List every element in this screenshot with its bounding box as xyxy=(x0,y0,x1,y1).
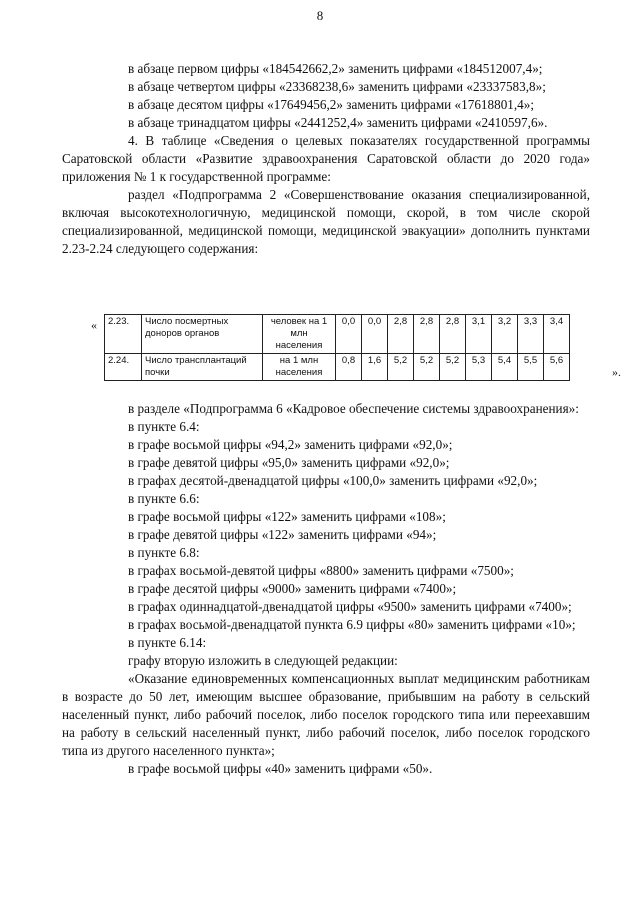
paragraph: в пункте 6.6: xyxy=(128,491,200,506)
value-cell: 5,5 xyxy=(518,354,544,381)
value-cell: 2,8 xyxy=(440,315,466,354)
paragraph: в абзаце десятом цифры «17649456,2» заменить цифрами «17618801,4»; xyxy=(128,97,535,112)
paragraph: в графе десятой цифры «9000» заменить цифрами «7400»; xyxy=(128,581,457,596)
paragraph: в графах десятой-двенадцатой цифры «100,0» заменить цифрами «92,0»; xyxy=(128,473,538,488)
value-cell: 0,0 xyxy=(336,315,362,354)
unit: на 1 млн населения xyxy=(263,354,336,381)
page-number: 8 xyxy=(316,8,324,23)
paragraph: в разделе «Подпрограмма 6 «Кадровое обеспечение системы здравоохранения»: xyxy=(128,401,579,416)
value-cell: 2,8 xyxy=(414,315,440,354)
indicator-table xyxy=(104,314,570,381)
value-cell: 5,3 xyxy=(466,354,492,381)
value-cell: 3,3 xyxy=(518,315,544,354)
paragraph: в абзаце тринадцатом цифры «2441252,4» заменить цифрами «2410597,6». xyxy=(128,115,548,130)
paragraph: в графе девятой цифры «95,0» заменить цифрами «92,0»; xyxy=(128,455,450,470)
paragraph: в графах восьмой-девятой цифры «8800» заменить цифрами «7500»; xyxy=(128,563,514,578)
row-number: 2.24. xyxy=(105,354,142,381)
value-cell: 0,8 xyxy=(336,354,362,381)
paragraph: в пункте 6.8: xyxy=(128,545,200,560)
row-number: 2.23. xyxy=(105,315,142,354)
amendments-section-bottom xyxy=(62,400,590,778)
value-cell: 5,2 xyxy=(414,354,440,381)
paragraph: в абзаце четвертом цифры «23368238,6» заменить цифрами «23337583,8»; xyxy=(128,79,546,94)
value-cell: 3,1 xyxy=(466,315,492,354)
value-cell: 3,2 xyxy=(492,315,518,354)
paragraph: 4. В таблице «Сведения о целевых показателях государственной программы Саратовской области «Развитие здравоохранения Саратовской области до 2020 года» приложения № 1 к государственной программе: xyxy=(62,133,590,184)
table-open-quote: « xyxy=(91,318,97,332)
table-close-quote: ». xyxy=(612,365,621,379)
indicator-name: Число трансплантаций почки xyxy=(142,354,263,381)
amendments-section-top xyxy=(62,60,590,258)
paragraph: в графах одиннадцатой-двенадцатой цифры «9500» заменить цифрами «7400»; xyxy=(128,599,572,614)
paragraph: в графе восьмой цифры «94,2» заменить цифрами «92,0»; xyxy=(128,437,453,452)
value-cell: 2,8 xyxy=(388,315,414,354)
paragraph: в графе девятой цифры «122» заменить цифрами «94»; xyxy=(128,527,437,542)
value-cell: 1,6 xyxy=(362,354,388,381)
paragraph: в графе восьмой цифры «122» заменить цифрами «108»; xyxy=(128,509,446,524)
table-row xyxy=(105,354,570,381)
paragraph: в пункте 6.4: xyxy=(128,419,200,434)
value-cell: 5,6 xyxy=(544,354,570,381)
paragraph: графу вторую изложить в следующей редакции: xyxy=(128,653,398,668)
paragraph: в графе восьмой цифры «40» заменить цифрами «50». xyxy=(128,761,433,776)
unit: человек на 1 млн населения xyxy=(263,315,336,354)
paragraph: в графах восьмой-двенадцатой пункта 6.9 цифры «80» заменить цифрами «10»; xyxy=(128,617,576,632)
paragraph: в абзаце первом цифры «184542662,2» заменить цифрами «184512007,4»; xyxy=(128,61,543,76)
value-cell: 3,4 xyxy=(544,315,570,354)
paragraph: раздел «Подпрограмма 2 «Совершенствование оказания специализированной, включая высокотехнологичную, медицинской помощи, скорой, в том числе скорой специализированной, медицинской помощи, медицинской эвакуации» дополнить пунктами 2.23-2.24 следующего содержания: xyxy=(62,187,590,256)
value-cell: 5,4 xyxy=(492,354,518,381)
paragraph: в пункте 6.14: xyxy=(128,635,207,650)
value-cell: 5,2 xyxy=(388,354,414,381)
indicator-name: Число посмертных доноров органов xyxy=(142,315,263,354)
table-row xyxy=(105,315,570,354)
value-cell: 5,2 xyxy=(440,354,466,381)
value-cell: 0,0 xyxy=(362,315,388,354)
paragraph: «Оказание единовременных компенсационных выплат медицинским работникам в возрасте до 50 лет, имеющим высшее образование, прибывшим на работу в сельский населенный пункт, либо рабочий поселок, либо поселок городского типа или переехавшим на работу в сельский населенный пункт, либо рабочий поселок, либо поселок городского типа из другого населенного пункта»; xyxy=(62,671,590,758)
